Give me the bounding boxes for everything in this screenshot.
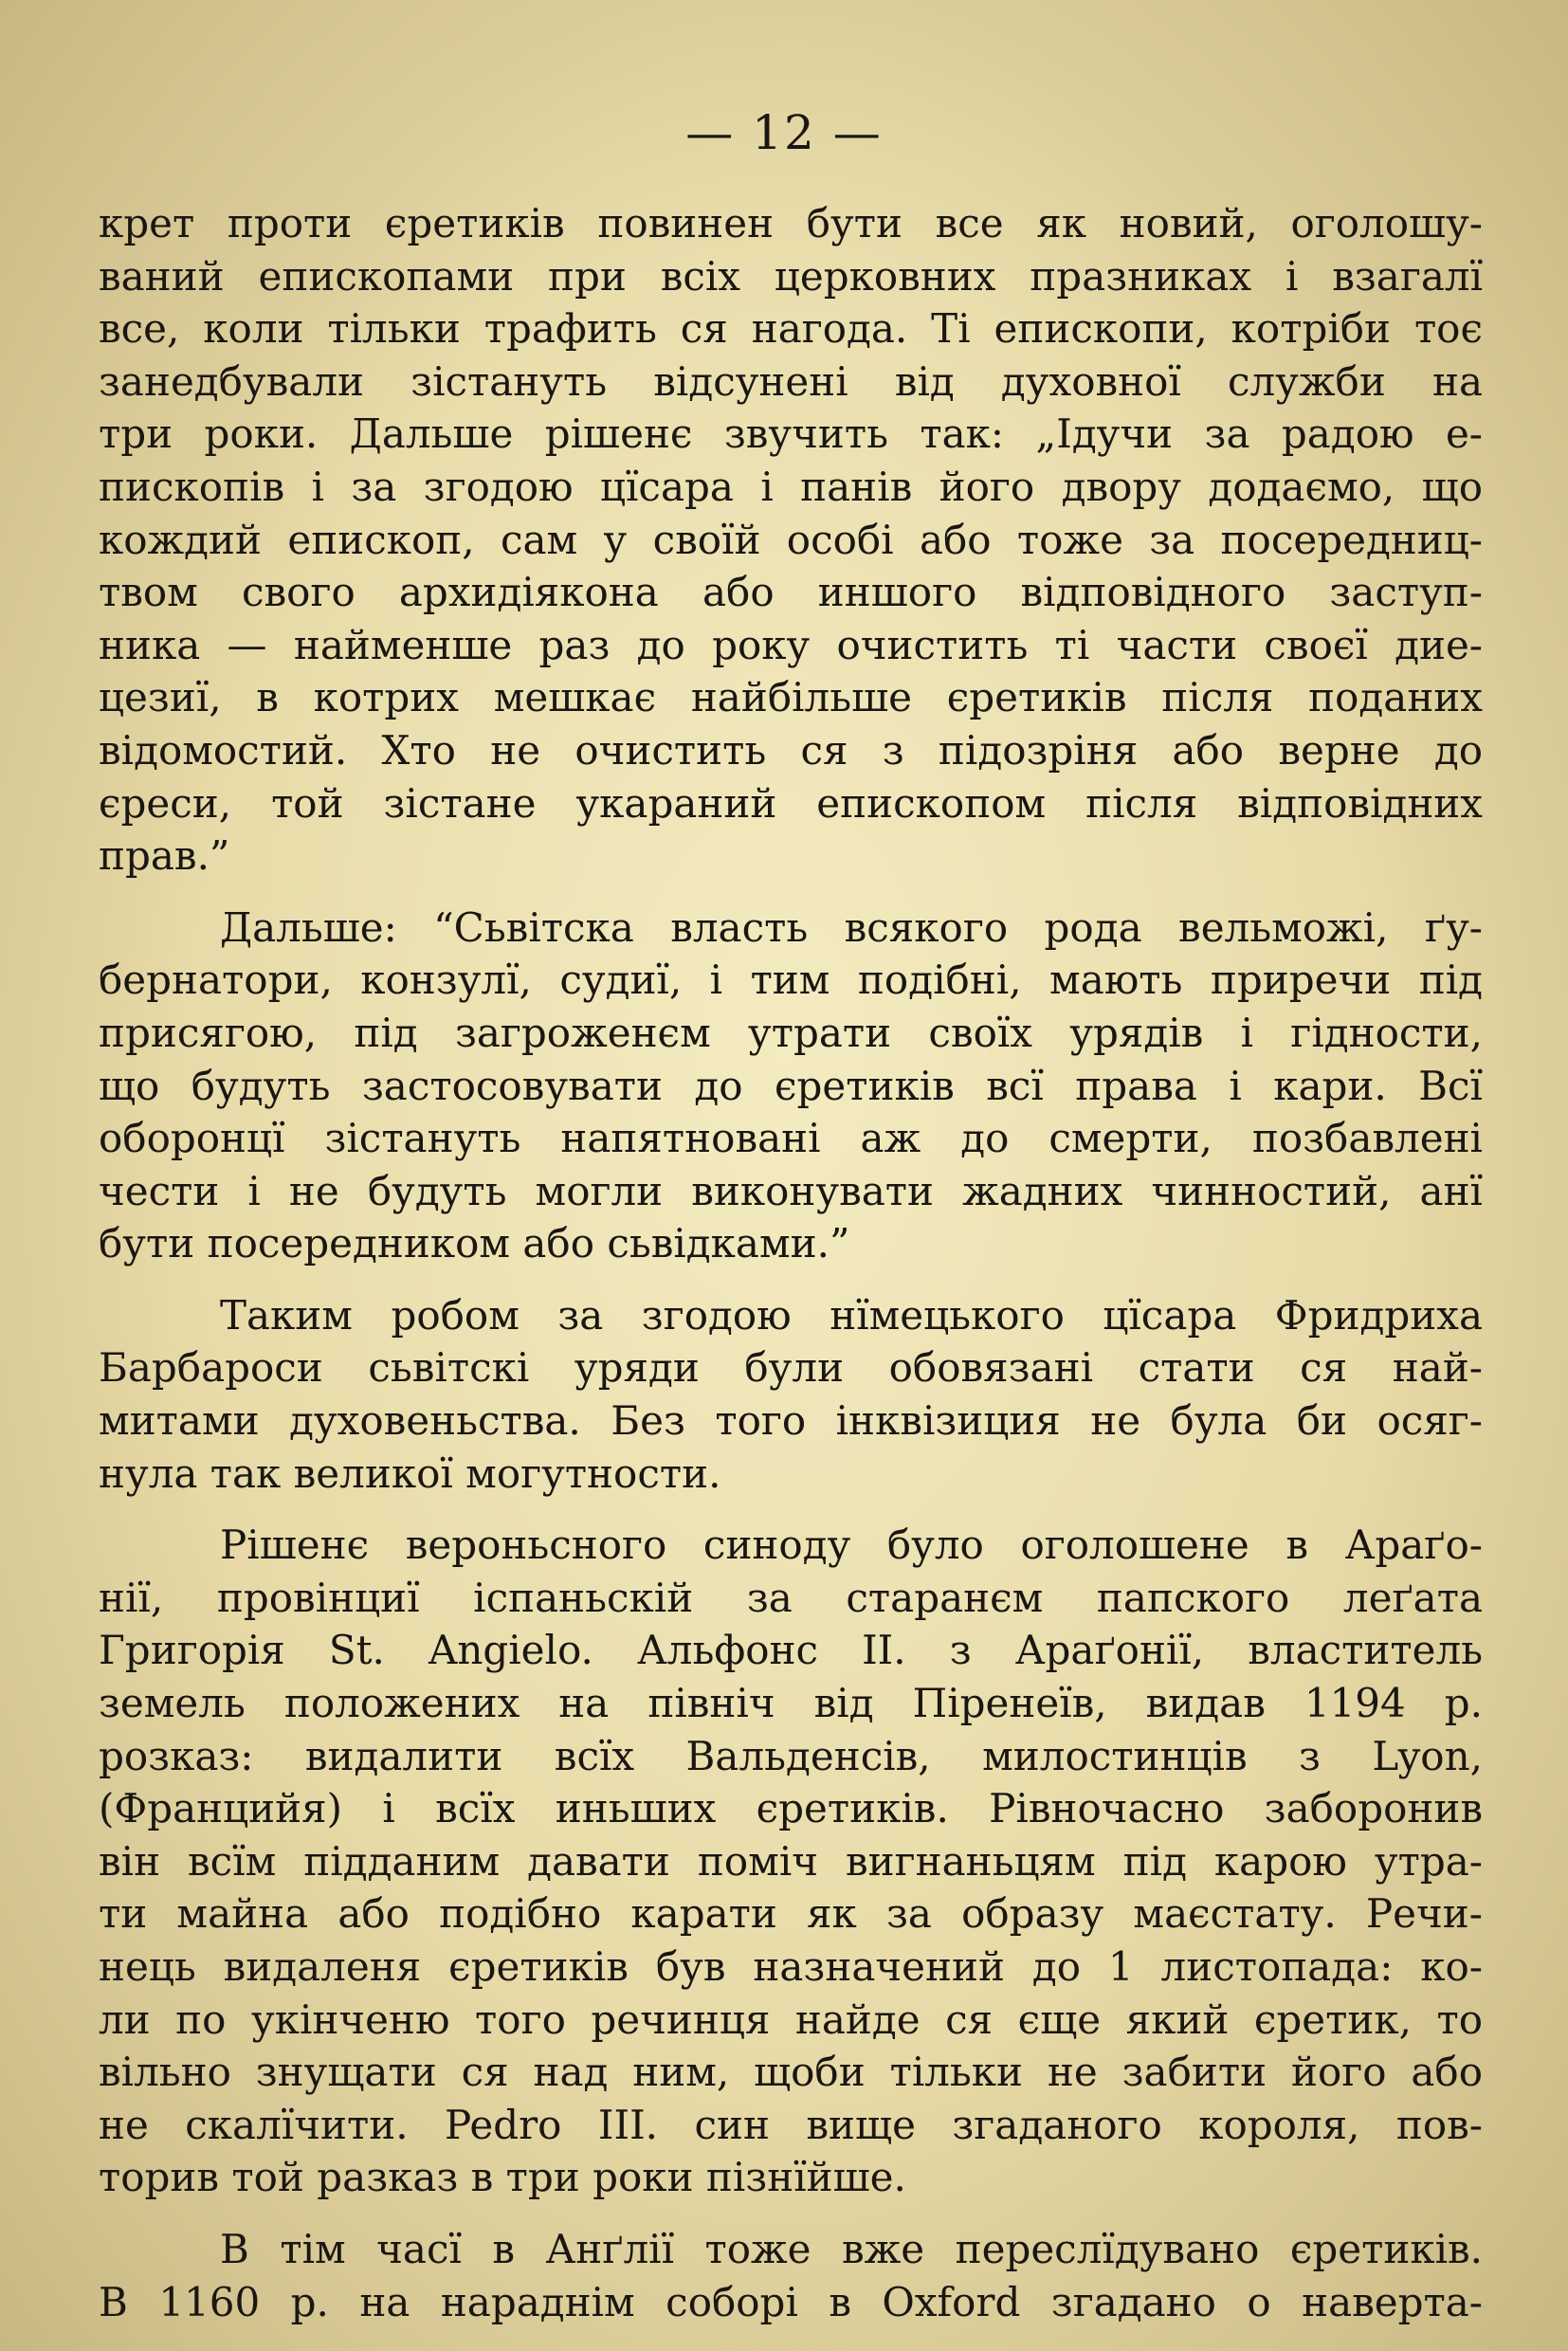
text-line: земель положених на північ від Піренеїв, видав 1194 р. <box>99 1680 1483 1727</box>
text-line: занедбували зістануть відсунені від духовної служби на <box>99 357 1483 405</box>
text-line: ника — найменше раз до року очистить ті части своєї дие- <box>99 621 1483 668</box>
page-body-text <box>99 197 1483 2328</box>
text-line: нула так великої могутности. <box>99 1449 721 1497</box>
text-line: ти майна або подібно карати як за образу маєстату. Речи- <box>99 1890 1483 1938</box>
text-line: все, коли тільки трафить ся нагода. Ті епископи, котріби тоє <box>99 305 1483 353</box>
text-line: крет проти єретиків повинен бути все як новий, оголошу- <box>99 200 1483 246</box>
text-line: розказ: видалити всїх Вальденсів, милостинців з Lyon, <box>99 1732 1483 1779</box>
text-line: бути посередником або сьвідками.” <box>99 1220 850 1267</box>
text-line: ли по укінченю того речинця найде ся єще який єретик, то <box>99 1996 1483 2043</box>
text-line: (Францийя) і всїх иньших єретиків. Рівночасно заборонив <box>99 1785 1483 1832</box>
text-line: Барбароси сьвітскі уряди були обовязані стати ся най- <box>99 1344 1483 1392</box>
text-line: митами духовеньства. Без того інквізиция не була би осяг- <box>99 1397 1483 1445</box>
text-line: цезиї, в котрих мешкає найбільше єретиків після поданих <box>99 674 1483 721</box>
text-line: Григорія St. Angielo. Альфонс II. з Араґонії, властитель <box>99 1627 1483 1674</box>
text-line: Таким робом за згодою нїмецького цїсара Фридриха <box>220 1291 1483 1339</box>
text-line: В 1160 р. на нараднім соборі в Oxford згадано о наверта- <box>99 2278 1483 2325</box>
text-line: три роки. Дальше рішенє звучить так: „Ідучи за радою е- <box>99 410 1483 458</box>
text-line: бернатори, конзулї, судиї, і тим подібні, мають приречи під <box>99 957 1483 1004</box>
text-line: єреси, той зістане укараний епископом після відповідних <box>99 779 1483 827</box>
text-line: нець видаленя єретиків був назначений до 1 листопада: ко- <box>99 1943 1483 1990</box>
text-line: Дальше: “Сьвітска власть всякого рода вельможі, ґу- <box>220 903 1483 951</box>
text-line: чести і не будуть могли виконувати жадних чинностий, анї <box>99 1167 1483 1214</box>
page-number: — 12 — <box>685 105 883 160</box>
text-line: оборонцї зістануть напятновані аж до смерти, позбавлені <box>99 1115 1483 1162</box>
text-line: пископів і за згодою цїсара і панів його двору додаємо, що <box>99 463 1483 510</box>
text-line: Рішенє вероньсного синоду було оголошене в Араґо- <box>220 1522 1483 1569</box>
text-line: відомостий. Хто не очистить ся з підозріня або верне до <box>99 726 1483 774</box>
text-line: прав.” <box>99 832 230 880</box>
text-line: не скалїчити. Pedro III. син вище згаданого короля, пов- <box>99 2101 1483 2148</box>
text-line: що будуть застосовувати до єретиків всї права і кари. Всї <box>99 1062 1483 1109</box>
text-line: він всїм підданим давати поміч вигнаньцям під карою утра- <box>99 1837 1483 1885</box>
text-line: вільно знущати ся над ним, щоби тільки не забити його або <box>99 2049 1483 2096</box>
text-line: торив той разказ в три роки пізнїйше. <box>99 2154 906 2201</box>
text-line: нії, провінциї іспаньскій за старанєм папского леґата <box>99 1574 1483 1621</box>
text-line: кождий епископ, сам у своїй особі або тоже за посередниц- <box>99 516 1483 563</box>
text-line: В тім часї в Анґлії тоже вже переслїдувано єретиків. <box>220 2225 1483 2272</box>
text-line: твом свого архидіякона або иншого відповідного заступ- <box>99 569 1483 616</box>
text-line: присягою, під загроженєм утрати своїх урядів і гідности, <box>99 1009 1483 1056</box>
text-line: ваний епископами при всіх церковних празниках і взагалї <box>99 252 1483 300</box>
